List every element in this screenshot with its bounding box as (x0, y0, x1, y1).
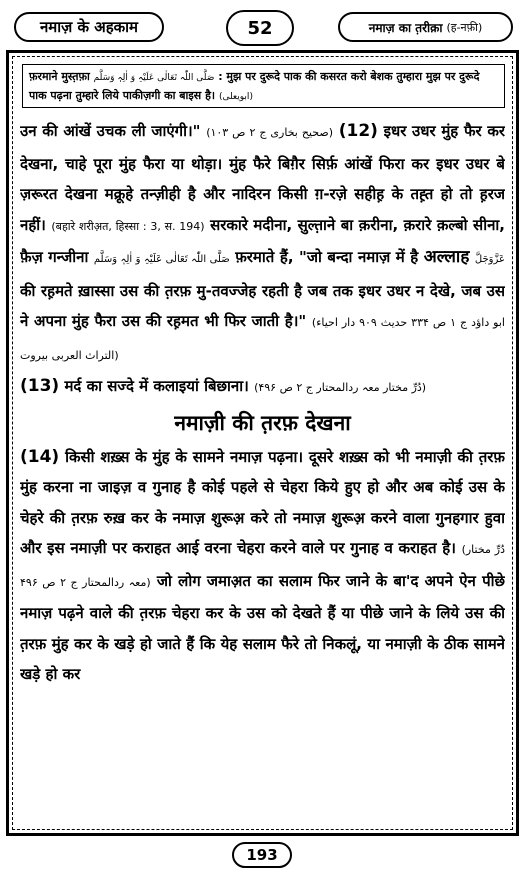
p3-number: (14) (20, 446, 60, 467)
allah-arabic: عَزَّوَجَلَّ (474, 254, 505, 265)
book-title-badge (14, 12, 164, 42)
page-number-badge (232, 842, 292, 868)
p1-number: (12) (338, 121, 378, 141)
paragraph-12 (20, 116, 505, 371)
p1-text4: की रह़मते ख़ास्सा उस की त़रफ़ मु-तवज्जेह रहती है जब तक इधर उधर न देखे, जब उस ने अपना मुंह फैरा उस की रह़मत भी फिर जाती है।" (20, 281, 505, 330)
p1-ref: (صحیح بخاری ج ۲ ص ۱۰۳) (206, 126, 333, 139)
page-number: 193 (246, 846, 278, 864)
chapter-subtitle: (ह-नफ़ी) (446, 20, 483, 34)
p1-ref3: (ابو داؤد ج ۱ ص ۳۳۴ حدیث ۹۰۹ دار احیاء التراث العربی بیروت) (20, 316, 505, 362)
p1-text2: सरकारे मदीना, सुल्त़ाने बा क़रीना, क़रारे क़ल्बो सीना, फ़ैज़ गन्जीना (20, 215, 505, 266)
p2-number: (13) (20, 376, 60, 396)
hadith-salutation: صَلَّی اللّٰہ تَعَالٰی عَلَیْہِ وَ اٰلِہٖ وَسَلَّم (93, 73, 215, 83)
p2-text: मर्द का सज्दे में कलाइयां बिछाना। (64, 377, 249, 395)
p1-ref2: (बहारे शरीअ़त, हिस्सा : 3, स. 194) (51, 219, 205, 233)
section-heading: नमाज़ी की त़रफ़ देखना (174, 410, 351, 435)
chapter-page-number: 52 (247, 17, 273, 39)
chapter-title: नमाज़ का त़रीक़ा (368, 20, 443, 35)
p3-text: किसी शख़्स के मुंह के सामने नमाज़ पढ़ना। दूसरे शख़्स को भी नमाज़ी की त़रफ़ मुंह करना ना जाइज़ व गुनाह है कोई पहले से चेहरा किये हुए हो और अब कोई उस के चेहरे की त़रफ़ रुख़ कर के नमाज़ शुरूअ़ करे तो नमाज़ शुरूअ़ करने वाला गुनहगार हुवा और इस नमाज़ी पर कराहत आई वरना चेहरा करने वाले पर गुनाह व कराहत है। (20, 447, 505, 557)
hadith-text: : मुझ पर दुरूदे पाक की कसरत करो बेशक तुम्हारा मुझ पर दुरूदे पाक पढ़ना तुम्हारे लिये पाकीज़गी का बाइस है। (29, 70, 480, 102)
p2-ref: (دُرِّ مختار معہ ردالمحتار ج ۲ ص ۴۹۶) (254, 381, 427, 394)
chapter-title-badge (338, 12, 513, 42)
hadith-box (22, 64, 505, 108)
chapter-page-number-badge (226, 10, 294, 46)
p3-text2: जो लोग जमाअ़त का सलाम फिर जाने के बा'द अपने ऐन पीछे नमाज़ पढ़ने वाले की त़रफ़ चेहरा कर के उस को देखते हैं या पीछे जाने के लिये उस की त़रफ़ मुंह कर के खड़े हो जाते हैं कि येह सलाम फैरे तो निकलूं, या नमाज़ी के ठीक सामने खड़े हो कर (20, 571, 505, 683)
p1-text3: फ़रमाते हैं, "जो बन्दा नमाज़ में है (235, 248, 419, 266)
paragraph-14 (20, 442, 505, 690)
book-title: नमाज़ के अहकाम (39, 18, 139, 36)
p1-salutation: صَلَّی اللّٰہ تَعَالٰی عَلَیْہِ وَ اٰلِہٖ وَسَلَّم (93, 254, 230, 265)
hadith-label: फ़रमाने मुस्त़फ़ा (29, 70, 90, 83)
p3-ref: (دُرِّ مختار معہ ردالمحتار ج ۲ ص ۴۹۶) (20, 543, 505, 589)
p1-text: इधर उधर मुंह फैर कर देखना, चाहे पूरा मुंह फैरा या थोड़ा। मुंह फैरे बिग़ैर सिर्फ़ आंखें फिरा कर इधर उधर बे ज़रूरत देखना मक्रूहे तन्ज़ीही है और नादिरन किसी ग़-रज़े सहीह़ के तह़्त हो तो ह़रज नहीं। (20, 122, 505, 234)
allah-name: अल्लाह (423, 247, 470, 267)
p1-start: उन की आंखें उचक ली जाएंगी।" (20, 122, 201, 140)
main-text (20, 116, 505, 690)
paragraph-13 (20, 371, 505, 404)
hadith-source: (ابویعلی) (218, 92, 253, 102)
